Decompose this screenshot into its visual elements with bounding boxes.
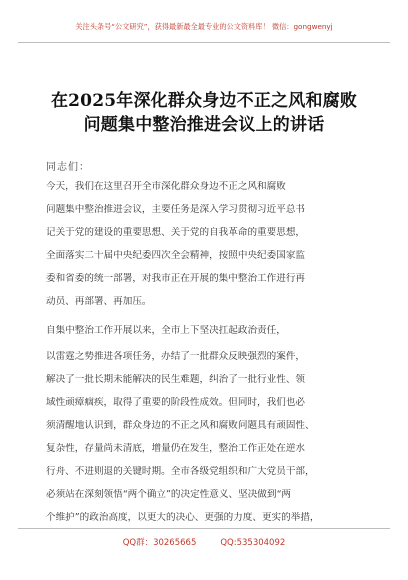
body-line: 复杂性，存量尚未清底，增量仍在发生，整治工作正处在逆水 bbox=[46, 443, 306, 454]
body-line: 个维护”的政治高度，以更大的决心、更强的力度、更实的举措， bbox=[46, 512, 320, 523]
header-banner: 关注头条号“公文研究”，获得最新最全最专业的公文资料库！ 微信：gongwenyj bbox=[75, 22, 333, 31]
footer-qq-contact: QQ:535304092 bbox=[220, 538, 286, 548]
body-line: 动员、再部署、再加压。 bbox=[46, 296, 152, 307]
footer bbox=[0, 536, 408, 548]
body-line: 今天，我们在这里召开全市深化群众身边不正之风和腐败 bbox=[46, 181, 286, 192]
body-line: 解决了一批长期未能解决的民生难题，纠治了一批行业性、领 bbox=[46, 374, 306, 385]
footer-qq-group: QQ群：30265665 bbox=[122, 538, 197, 548]
body-line: 委和省委的统一部署，对我市正在开展的集中整治工作进行再 bbox=[46, 273, 306, 284]
body-line: 自集中整治工作开展以来，全市上下坚决扛起政治责任， bbox=[46, 325, 286, 336]
body-line: 必须站在深刻领悟“两个确立”的决定性意义、坚决做到“两 bbox=[46, 489, 291, 500]
document-title-line-2: 问题集中整治推进会议上的讲话 bbox=[83, 115, 325, 135]
body-line: 记关于党的建设的重要思想、关于党的自我革命的重要思想， bbox=[46, 227, 306, 238]
body-line: 域性顽瘴痼疾，取得了重要的阶段性成效。但同时，我们也必 bbox=[46, 397, 306, 408]
body-line: 问题集中整治推进会议，主要任务是深入学习贯彻习近平总书 bbox=[46, 204, 306, 215]
body-line: 全面落实二十届中央纪委四次全会精神，按照中央纪委国家监 bbox=[46, 250, 306, 261]
header-divider bbox=[18, 42, 390, 43]
body-line: 行舟、不进则退的关键时期。全市各级党组织和广大党员干部， bbox=[46, 466, 315, 477]
body-line: 须清醒地认识到，群众身边的不正之风和腐败问题具有顽固性、 bbox=[46, 420, 315, 431]
salutation: 同志们： bbox=[46, 162, 90, 173]
document-title-line-1: 在2025年深化群众身边不正之风和腐败 bbox=[50, 91, 358, 111]
footer-divider bbox=[18, 528, 390, 529]
body-line: 以雷霆之势推进各项任务，办结了一批群众反映强烈的案件， bbox=[46, 351, 306, 362]
